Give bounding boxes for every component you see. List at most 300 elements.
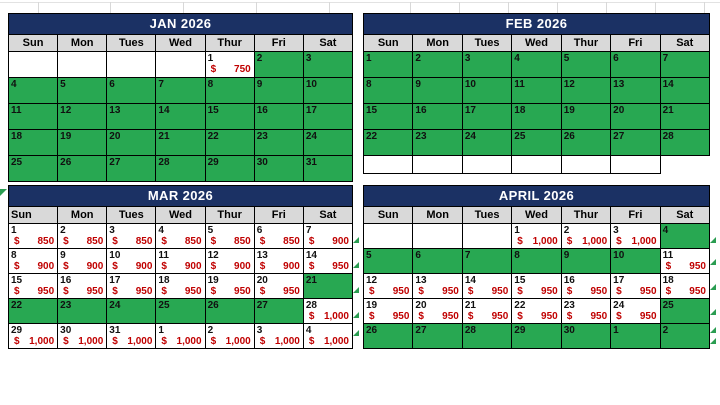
day-cell-booked[interactable] xyxy=(255,130,304,156)
day-header: Thur xyxy=(206,207,255,224)
day-cell-priced[interactable] xyxy=(611,224,660,249)
gridline-vertical xyxy=(329,2,330,13)
day-cell-priced[interactable] xyxy=(463,299,512,324)
dollar-sign: $ xyxy=(467,311,474,322)
day-cell-booked[interactable] xyxy=(512,130,561,156)
day-cell-priced[interactable] xyxy=(562,274,611,299)
day-cell-priced[interactable] xyxy=(413,299,462,324)
day-cell-empty[interactable] xyxy=(562,156,611,174)
day-cell-booked[interactable] xyxy=(156,104,205,130)
day-number: 24 xyxy=(305,131,317,142)
day-cell-priced[interactable] xyxy=(156,324,205,349)
dollar-sign: $ xyxy=(14,236,20,247)
day-number: 5 xyxy=(60,79,66,90)
day-cell-priced[interactable] xyxy=(107,224,156,249)
week-row xyxy=(364,299,710,324)
price-label xyxy=(364,311,412,322)
day-number: 12 xyxy=(563,79,575,90)
day-cell-booked[interactable] xyxy=(661,299,710,324)
day-number: 17 xyxy=(613,275,625,286)
dollar-sign: $ xyxy=(210,64,217,75)
day-cell-booked[interactable] xyxy=(611,78,660,104)
day-cell-booked[interactable] xyxy=(255,104,304,130)
dollar-sign: $ xyxy=(566,311,573,322)
price-amount: 850 xyxy=(234,236,251,247)
price-label xyxy=(512,286,560,297)
day-number: 15 xyxy=(207,105,219,116)
week-row xyxy=(9,249,353,274)
day-cell-priced[interactable] xyxy=(512,274,561,299)
week-row xyxy=(364,224,710,249)
day-cell-booked[interactable] xyxy=(9,299,58,324)
day-number: 4 xyxy=(11,79,17,90)
day-number: 4 xyxy=(662,225,669,236)
artifact-green-triangle xyxy=(0,189,7,196)
day-cell-booked[interactable] xyxy=(9,130,58,156)
day-cell-empty[interactable] xyxy=(364,156,413,174)
day-cell-booked[interactable] xyxy=(364,52,413,78)
gridline-vertical xyxy=(110,2,111,13)
day-cell-booked[interactable] xyxy=(255,156,304,182)
gridline-vertical xyxy=(606,2,607,13)
day-cell-priced[interactable] xyxy=(9,224,58,249)
dollar-sign: $ xyxy=(517,311,523,322)
day-cell-booked[interactable] xyxy=(562,324,611,349)
day-of-week-header-row xyxy=(364,207,710,224)
day-cell-priced[interactable] xyxy=(156,224,205,249)
day-cell-booked[interactable] xyxy=(661,130,710,156)
day-number: 2 xyxy=(256,53,263,64)
day-number: 1 xyxy=(158,325,164,336)
day-cell-booked[interactable] xyxy=(611,249,660,274)
day-number: 1 xyxy=(613,325,619,336)
price-label xyxy=(9,336,57,347)
dollar-sign: $ xyxy=(259,286,266,297)
price-label xyxy=(206,286,254,297)
price-label xyxy=(463,311,511,322)
day-number: 14 xyxy=(158,105,170,116)
day-number: 28 xyxy=(305,300,317,311)
day-cell-priced[interactable] xyxy=(9,324,58,349)
day-header: Thur xyxy=(562,207,611,224)
day-cell-booked[interactable] xyxy=(512,104,561,130)
day-cell-priced[interactable] xyxy=(58,224,107,249)
day-cell-booked[interactable] xyxy=(364,130,413,156)
day-cell-booked[interactable] xyxy=(206,104,255,130)
day-number: 2 xyxy=(207,325,214,336)
price-amount: 1,000 xyxy=(323,336,349,347)
day-cell-priced[interactable] xyxy=(58,324,107,349)
day-header: Mon xyxy=(58,207,107,224)
day-cell-booked[interactable] xyxy=(206,299,255,324)
day-cell-empty[interactable] xyxy=(58,52,107,78)
price-label xyxy=(206,64,254,75)
price-amount: 950 xyxy=(234,286,251,297)
dollar-sign: $ xyxy=(259,336,266,347)
day-cell-booked[interactable] xyxy=(58,78,107,104)
day-cell-booked[interactable] xyxy=(9,156,58,182)
price-amount: 850 xyxy=(86,236,104,247)
day-cell-priced[interactable] xyxy=(206,52,255,78)
dollar-sign: $ xyxy=(14,286,20,297)
artifact-green-triangle xyxy=(353,237,359,243)
day-number: 1 xyxy=(366,53,372,64)
gridline-vertical xyxy=(256,2,257,13)
day-cell-priced[interactable] xyxy=(206,249,255,274)
price-amount: 850 xyxy=(283,236,300,247)
dollar-sign: $ xyxy=(14,336,20,347)
day-cell-booked[interactable] xyxy=(512,324,561,349)
day-cell-booked[interactable] xyxy=(463,104,512,130)
day-cell-booked[interactable] xyxy=(156,299,205,324)
day-header: Sat xyxy=(304,35,353,52)
week-row xyxy=(364,324,710,349)
day-cell-priced[interactable] xyxy=(255,324,304,349)
price-label xyxy=(206,236,254,247)
day-cell-booked[interactable] xyxy=(9,78,58,104)
price-label xyxy=(562,311,610,322)
day-header: Mon xyxy=(58,35,107,52)
day-cell-booked[interactable] xyxy=(364,78,413,104)
day-cell-empty[interactable] xyxy=(107,52,156,78)
day-number: 29 xyxy=(207,157,219,168)
price-label xyxy=(304,336,352,347)
calendar-month xyxy=(363,13,710,174)
day-cell-booked[interactable] xyxy=(156,156,205,182)
day-cell-priced[interactable] xyxy=(206,274,255,299)
day-cell-empty[interactable] xyxy=(413,156,462,174)
price-label xyxy=(562,286,610,297)
day-cell-booked[interactable] xyxy=(58,299,107,324)
dollar-sign: $ xyxy=(161,336,167,347)
day-number: 10 xyxy=(305,79,317,90)
day-cell-booked[interactable] xyxy=(562,249,611,274)
day-cell-booked[interactable] xyxy=(661,324,710,349)
gridline-vertical xyxy=(655,2,656,13)
day-number: 6 xyxy=(109,79,115,90)
calendar-title: MAR 2026 xyxy=(9,186,353,207)
dollar-sign: $ xyxy=(308,311,315,322)
day-cell-priced[interactable] xyxy=(206,224,255,249)
day-cell-empty[interactable] xyxy=(9,52,58,78)
day-cell-booked[interactable] xyxy=(304,156,353,182)
day-cell-booked[interactable] xyxy=(364,249,413,274)
price-amount: 950 xyxy=(37,286,55,297)
dollar-sign: $ xyxy=(112,336,118,347)
day-number: 21 xyxy=(662,105,674,116)
day-cell-booked[interactable] xyxy=(107,130,156,156)
day-cell-booked[interactable] xyxy=(58,156,107,182)
price-amount: 850 xyxy=(37,236,55,247)
gridline-vertical xyxy=(183,2,184,13)
day-cell-priced[interactable] xyxy=(255,249,304,274)
price-amount: 950 xyxy=(184,286,202,297)
day-number: 13 xyxy=(613,79,625,90)
day-cell-empty[interactable] xyxy=(611,156,660,174)
day-number: 2 xyxy=(563,225,570,236)
day-header: Sat xyxy=(304,207,353,224)
day-cell-booked[interactable] xyxy=(463,324,512,349)
day-number: 21 xyxy=(305,275,317,286)
day-cell-priced[interactable] xyxy=(413,274,462,299)
artifact-green-triangle xyxy=(710,237,716,243)
day-header: Fri xyxy=(255,35,304,52)
day-header: Tues xyxy=(463,207,512,224)
gridline-vertical xyxy=(38,2,39,13)
day-number: 23 xyxy=(256,131,268,142)
day-cell-priced[interactable] xyxy=(156,274,205,299)
day-cell-priced[interactable] xyxy=(661,274,710,299)
day-number: 16 xyxy=(256,105,268,116)
price-amount: 1,000 xyxy=(127,336,153,347)
day-cell-booked[interactable] xyxy=(9,104,58,130)
price-label xyxy=(206,336,254,347)
day-cell-booked[interactable] xyxy=(304,274,353,299)
day-cell-booked[interactable] xyxy=(58,130,107,156)
day-number: 7 xyxy=(662,53,669,64)
day-cell-booked[interactable] xyxy=(304,52,353,78)
day-cell-booked[interactable] xyxy=(611,104,660,130)
day-cell-priced[interactable] xyxy=(304,324,353,349)
day-cell-booked[interactable] xyxy=(413,52,462,78)
day-cell-booked[interactable] xyxy=(611,130,660,156)
week-row xyxy=(364,130,710,156)
day-cell-booked[interactable] xyxy=(562,52,611,78)
day-cell-booked[interactable] xyxy=(661,78,710,104)
day-cell-booked[interactable] xyxy=(413,130,462,156)
dollar-sign: $ xyxy=(308,261,315,272)
day-cell-booked[interactable] xyxy=(611,324,660,349)
day-cell-booked[interactable] xyxy=(304,78,353,104)
day-cell-priced[interactable] xyxy=(304,224,353,249)
price-label xyxy=(58,286,106,297)
day-cell-booked[interactable] xyxy=(611,52,660,78)
price-amount: 950 xyxy=(590,286,608,297)
artifact-green-triangle xyxy=(353,287,359,293)
day-header: Mon xyxy=(413,207,462,224)
day-cell-priced[interactable] xyxy=(512,224,561,249)
day-header: Thur xyxy=(206,35,255,52)
day-cell-booked[interactable] xyxy=(107,78,156,104)
day-cell-empty[interactable] xyxy=(463,224,512,249)
day-cell-booked[interactable] xyxy=(413,324,462,349)
day-number: 22 xyxy=(11,300,23,311)
day-header: Fri xyxy=(255,207,304,224)
day-cell-priced[interactable] xyxy=(156,249,205,274)
dollar-sign: $ xyxy=(665,261,672,272)
day-cell-priced[interactable] xyxy=(304,249,353,274)
day-cell-booked[interactable] xyxy=(512,78,561,104)
day-number: 31 xyxy=(305,157,317,168)
week-row xyxy=(9,299,353,324)
day-cell-booked[interactable] xyxy=(661,52,710,78)
day-cell-booked[interactable] xyxy=(463,52,512,78)
day-number: 25 xyxy=(514,131,526,142)
day-cell-empty[interactable] xyxy=(463,156,512,174)
price-label xyxy=(156,286,204,297)
day-number: 26 xyxy=(207,300,219,311)
price-label xyxy=(156,236,204,247)
day-number: 23 xyxy=(415,131,427,142)
day-cell-priced[interactable] xyxy=(661,249,710,274)
day-cell-booked[interactable] xyxy=(364,104,413,130)
day-number: 2 xyxy=(662,325,669,336)
day-cell-booked[interactable] xyxy=(463,130,512,156)
day-cell-booked[interactable] xyxy=(413,78,462,104)
day-number: 4 xyxy=(158,225,164,236)
price-label xyxy=(304,261,352,272)
day-cell-booked[interactable] xyxy=(661,224,710,249)
day-cell-priced[interactable] xyxy=(562,299,611,324)
price-amount: 950 xyxy=(135,286,153,297)
day-cell-priced[interactable] xyxy=(255,274,304,299)
day-cell-priced[interactable] xyxy=(58,274,107,299)
day-cell-booked[interactable] xyxy=(156,78,205,104)
day-cell-booked[interactable] xyxy=(463,78,512,104)
day-cell-booked[interactable] xyxy=(58,104,107,130)
price-amount: 900 xyxy=(37,261,55,272)
day-cell-booked[interactable] xyxy=(512,52,561,78)
price-amount: 900 xyxy=(283,261,300,272)
day-cell-booked[interactable] xyxy=(304,104,353,130)
day-header: Wed xyxy=(156,35,205,52)
day-cell-booked[interactable] xyxy=(206,130,255,156)
dollar-sign: $ xyxy=(308,236,315,247)
artifact-green-triangle xyxy=(710,284,716,290)
price-label xyxy=(156,261,204,272)
day-cell-priced[interactable] xyxy=(364,299,413,324)
day-cell-empty[interactable] xyxy=(512,156,561,174)
day-number: 8 xyxy=(514,250,520,261)
day-cell-booked[interactable] xyxy=(255,299,304,324)
day-number: 3 xyxy=(305,53,312,64)
day-header: Mon xyxy=(413,35,462,52)
day-number: 3 xyxy=(256,325,263,336)
day-number: 29 xyxy=(11,325,23,336)
day-cell-priced[interactable] xyxy=(206,324,255,349)
price-amount: 900 xyxy=(135,261,153,272)
gridline-vertical xyxy=(704,2,705,13)
price-amount: 900 xyxy=(184,261,202,272)
day-cell-booked[interactable] xyxy=(206,78,255,104)
day-number: 19 xyxy=(207,275,219,286)
day-cell-booked[interactable] xyxy=(107,156,156,182)
day-cell-priced[interactable] xyxy=(107,274,156,299)
day-number: 15 xyxy=(514,275,526,286)
day-cell-booked[interactable] xyxy=(413,249,462,274)
day-cell-priced[interactable] xyxy=(255,224,304,249)
dollar-sign: $ xyxy=(369,286,375,297)
price-amount: 900 xyxy=(86,261,104,272)
day-of-week-header-row xyxy=(364,35,710,52)
day-cell-priced[interactable] xyxy=(107,249,156,274)
day-number: 25 xyxy=(158,300,170,311)
dollar-sign: $ xyxy=(418,311,424,322)
price-label xyxy=(107,236,155,247)
calendar-grid xyxy=(9,52,353,182)
day-number: 29 xyxy=(514,325,526,336)
day-cell-priced[interactable] xyxy=(9,274,58,299)
dollar-sign: $ xyxy=(210,236,217,247)
day-cell-empty[interactable] xyxy=(413,224,462,249)
day-header: Wed xyxy=(156,207,205,224)
price-label xyxy=(611,311,659,322)
day-cell-priced[interactable] xyxy=(304,299,353,324)
dollar-sign: $ xyxy=(161,261,167,272)
week-row xyxy=(364,249,710,274)
day-number: 19 xyxy=(563,105,575,116)
day-cell-empty[interactable] xyxy=(156,52,205,78)
dollar-sign: $ xyxy=(566,236,573,247)
price-label xyxy=(611,286,659,297)
artifact-green-triangle xyxy=(353,312,359,318)
day-number: 18 xyxy=(514,105,526,116)
day-cell-booked[interactable] xyxy=(255,78,304,104)
day-cell-booked[interactable] xyxy=(512,249,561,274)
week-row xyxy=(9,156,353,182)
day-of-week-header-row xyxy=(9,35,353,52)
day-cell-priced[interactable] xyxy=(611,274,660,299)
price-amount: 1,000 xyxy=(225,336,251,347)
day-of-week-header-row xyxy=(9,207,353,224)
price-amount: 1,000 xyxy=(78,336,104,347)
day-number: 2 xyxy=(415,53,421,64)
day-cell-booked[interactable] xyxy=(562,78,611,104)
day-cell-priced[interactable] xyxy=(512,299,561,324)
day-number: 20 xyxy=(415,300,427,311)
artifact-green-triangle xyxy=(710,327,716,333)
price-amount: 950 xyxy=(541,311,558,322)
day-cell-booked[interactable] xyxy=(661,104,710,130)
day-cell-priced[interactable] xyxy=(463,274,512,299)
price-label xyxy=(58,236,106,247)
day-cell-booked[interactable] xyxy=(463,249,512,274)
dollar-sign: $ xyxy=(112,261,118,272)
price-label xyxy=(463,286,511,297)
week-row xyxy=(9,224,353,249)
price-amount: 950 xyxy=(442,286,459,297)
day-cell-booked[interactable] xyxy=(107,299,156,324)
day-cell-priced[interactable] xyxy=(58,249,107,274)
day-cell-booked[interactable] xyxy=(364,324,413,349)
day-cell-booked[interactable] xyxy=(562,130,611,156)
day-header: Sun xyxy=(364,35,413,52)
day-number: 10 xyxy=(109,250,121,261)
day-cell-booked[interactable] xyxy=(304,130,353,156)
week-row xyxy=(9,52,353,78)
day-cell-booked[interactable] xyxy=(156,130,205,156)
day-number: 22 xyxy=(207,131,219,142)
day-cell-priced[interactable] xyxy=(9,249,58,274)
day-cell-priced[interactable] xyxy=(364,274,413,299)
day-number: 16 xyxy=(415,105,427,116)
day-cell-booked[interactable] xyxy=(255,52,304,78)
day-number: 5 xyxy=(366,250,372,261)
day-number: 3 xyxy=(613,225,619,236)
day-cell-priced[interactable] xyxy=(562,224,611,249)
day-cell-booked[interactable] xyxy=(562,104,611,130)
day-number: 20 xyxy=(613,105,625,116)
day-cell-booked[interactable] xyxy=(107,104,156,130)
price-amount: 950 xyxy=(392,311,410,322)
day-cell-priced[interactable] xyxy=(611,299,660,324)
day-cell-empty[interactable] xyxy=(364,224,413,249)
day-number: 21 xyxy=(158,131,170,142)
day-cell-booked[interactable] xyxy=(206,156,255,182)
day-cell-booked[interactable] xyxy=(413,104,462,130)
day-cell-priced[interactable] xyxy=(107,324,156,349)
day-number: 9 xyxy=(415,79,421,90)
